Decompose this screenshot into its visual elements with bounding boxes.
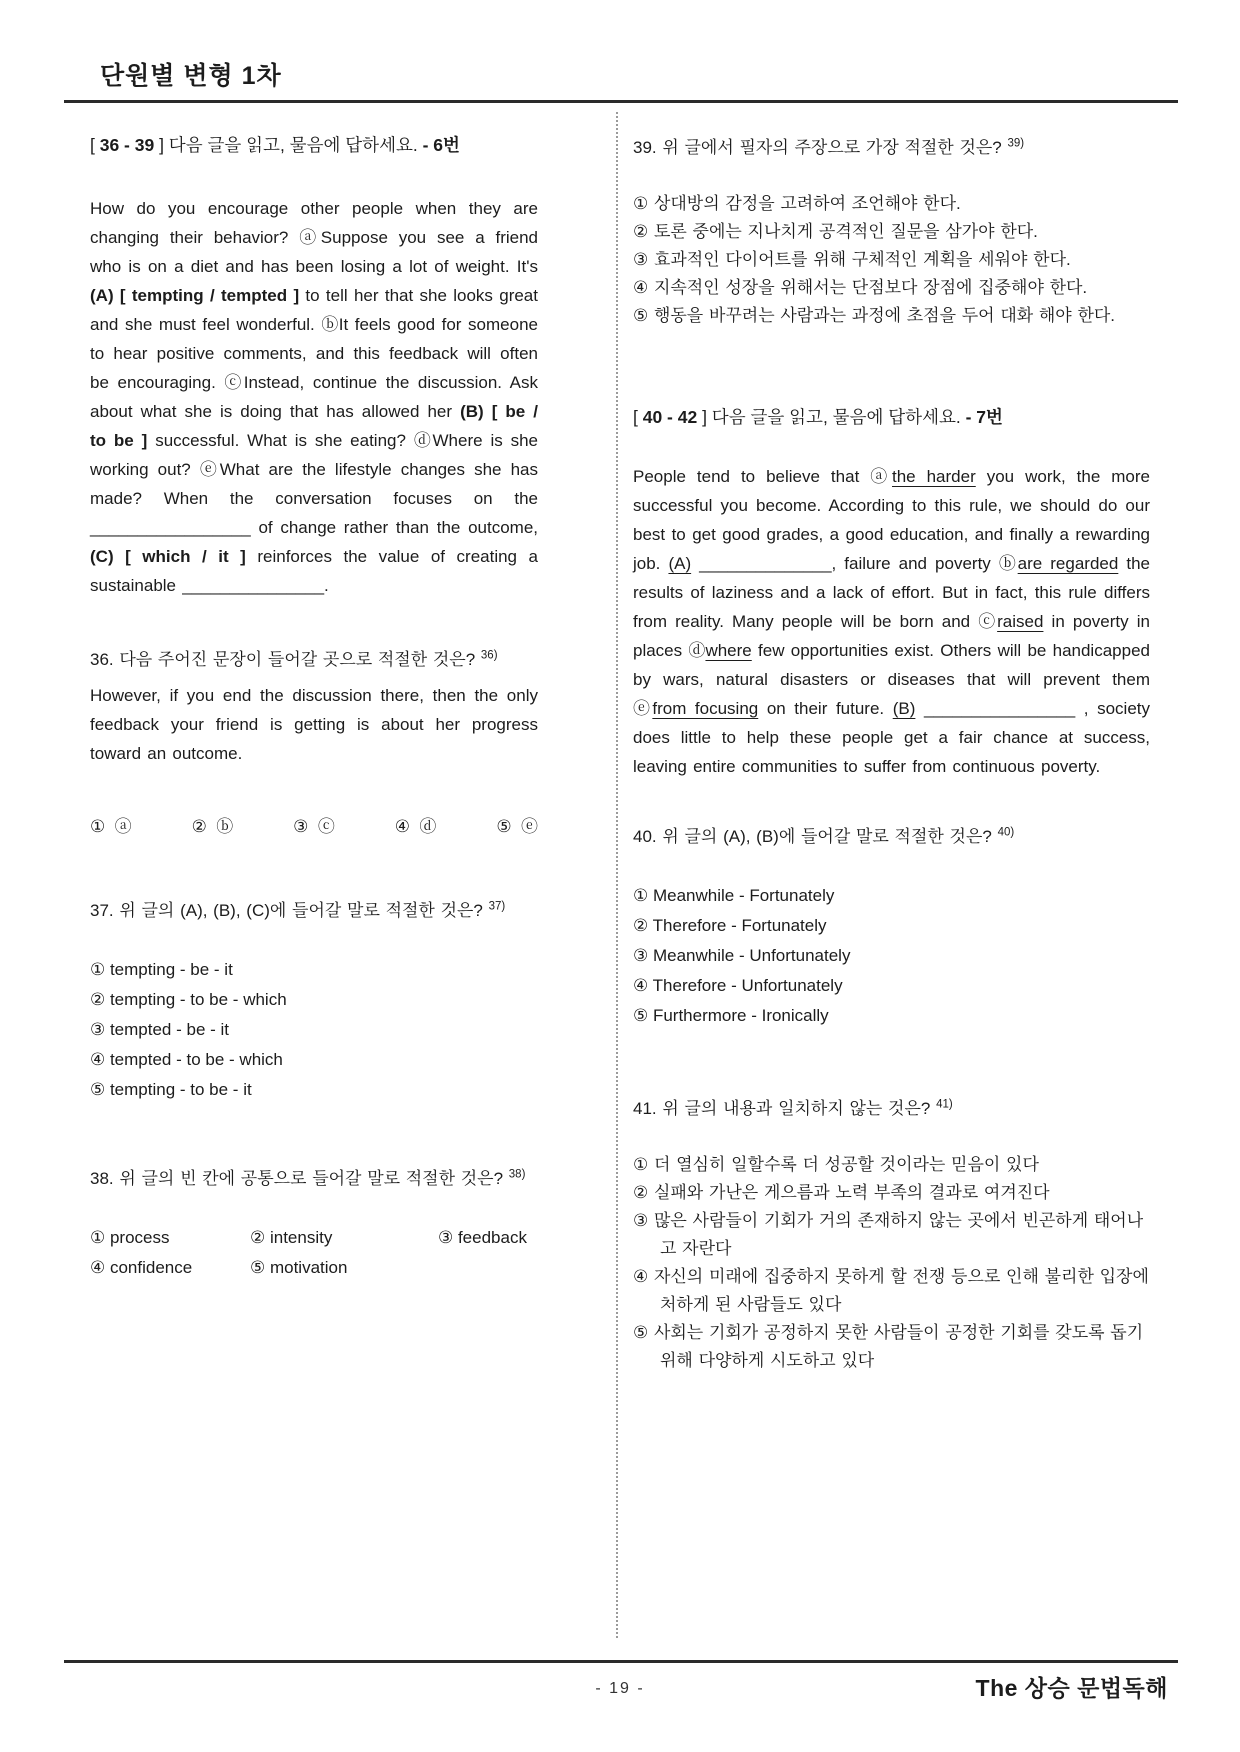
question-39-footnote: 39) xyxy=(1007,137,1025,150)
text-segment: (A) xyxy=(668,554,692,573)
text-segment: [ xyxy=(90,135,100,155)
text-segment: 40 - 42 xyxy=(642,407,698,427)
question-41-option: ② 실패와 가난은 게으름과 노력 부족의 결과로 여겨진다 xyxy=(633,1183,1050,1202)
text-segment: ] 다음 글을 읽고, 물음에 답하세요. xyxy=(697,407,966,427)
text-segment: - 7번 xyxy=(965,407,1003,427)
section-header-40-42 xyxy=(633,404,1150,430)
page-title: 단원별 변형 1차 xyxy=(100,62,282,90)
left-column xyxy=(90,118,538,1283)
text-segment: - 6번 xyxy=(422,135,460,155)
text-segment: People tend to believe that ⓐ xyxy=(633,467,892,486)
question-41-number: 41. xyxy=(633,1099,657,1118)
question-36 xyxy=(90,646,538,837)
question-41-title: 위 글의 내용과 일치하지 않는 것은? xyxy=(656,1099,937,1118)
question-39-number: 39. xyxy=(633,138,657,157)
question-38 xyxy=(90,1165,538,1283)
right-column xyxy=(633,118,1150,1375)
question-36-title: 다음 주어진 문장이 들어갈 곳으로 적절한 것은? xyxy=(113,650,481,669)
question-39-option: ③ 효과적인 다이어트를 위해 구체적인 계획을 세워야 한다. xyxy=(633,250,1071,269)
footer-brand: The 상승 문법독해 xyxy=(975,1675,1168,1701)
question-37-option: ③ tempted - be - it xyxy=(90,1020,230,1039)
text-segment: reinforces the value of creating a sustainable _______________. xyxy=(90,547,538,595)
header-divider-line xyxy=(64,100,1178,103)
question-41 xyxy=(633,1095,1150,1375)
question-36-header xyxy=(90,646,538,674)
question-37-option: ④ tempted - to be - which xyxy=(90,1050,283,1069)
question-41-option: ④ 자신의 미래에 집중하지 못하게 할 전쟁 등으로 인해 불리한 입장에 처하게 된 사람들도 있다 xyxy=(633,1267,1149,1314)
page-number: - 19 - xyxy=(595,1680,645,1697)
passage-40-42 xyxy=(633,462,1150,781)
section-header-36-39 xyxy=(90,132,538,158)
question-40-options xyxy=(633,881,1150,1031)
question-40-option: ① Meanwhile - Fortunately xyxy=(633,886,835,905)
text-segment: raised xyxy=(997,612,1044,631)
text-segment: the harder xyxy=(892,467,976,486)
column-divider-line xyxy=(616,112,618,1638)
question-41-options xyxy=(633,1151,1150,1375)
question-37 xyxy=(90,897,538,1105)
question-36-given-sentence: However, if you end the discussion there, then the only feedback your friend is getting is about her progress toward an outcome. xyxy=(90,686,538,763)
text-segment: ______________, failure and poverty ⓑ xyxy=(691,554,1018,573)
question-38-option: ④ confidence xyxy=(90,1258,193,1277)
question-40 xyxy=(633,823,1150,1031)
text-segment: (B) xyxy=(892,699,916,718)
text-segment: from focusing xyxy=(652,699,759,718)
question-37-header xyxy=(90,897,538,925)
question-40-number: 40. xyxy=(633,827,657,846)
question-38-option: ⑤ motivation xyxy=(250,1258,348,1277)
footer-divider-line xyxy=(64,1660,1178,1663)
question-36-number: 36. xyxy=(90,650,114,669)
question-40-footnote: 40) xyxy=(997,826,1015,839)
question-36-option: ⑤ ⓔ xyxy=(496,817,538,836)
question-38-title: 위 글의 빈 칸에 공통으로 들어갈 말로 적절한 것은? xyxy=(113,1169,509,1188)
question-41-header xyxy=(633,1095,1150,1123)
question-37-title: 위 글의 (A), (B), (C)에 들어갈 말로 적절한 것은? xyxy=(113,901,489,920)
question-39 xyxy=(633,134,1150,330)
text-segment: (A) [ tempting / tempted ] xyxy=(90,286,306,305)
question-40-title: 위 글의 (A), (B)에 들어갈 말로 적절한 것은? xyxy=(656,827,998,846)
question-38-option: ① process xyxy=(90,1228,170,1247)
question-37-option: ⑤ tempting - to be - it xyxy=(90,1080,252,1099)
question-36-options xyxy=(90,812,538,837)
question-41-option: ③ 많은 사람들이 기회가 거의 존재하지 않는 곳에서 빈곤하게 태어나고 자란다 xyxy=(633,1211,1144,1258)
text-segment: How do you encourage other people when they are changing their behavior? ⓐSuppose you see a friend who is on a diet and has been losing a lot of weight. It's xyxy=(90,199,538,276)
text-segment: ________________ , society does little to help these people get a fair chance at success, leaving entire communities to suffer from continuous poverty. xyxy=(633,699,1151,776)
question-38-header xyxy=(90,1165,538,1193)
text-segment: few opportunities exist. Others will be handicapped by wars, natural disasters or diseases that will prevent them ⓔ xyxy=(633,641,1150,718)
question-36-footnote: 36) xyxy=(480,649,498,662)
question-37-number: 37. xyxy=(90,901,114,920)
question-41-option: ① 더 열심히 일할수록 더 성공할 것이라는 믿음이 있다 xyxy=(633,1155,1039,1174)
question-39-option: ① 상대방의 감정을 고려하여 조언해야 한다. xyxy=(633,194,961,213)
question-38-footnote: 38) xyxy=(508,1168,526,1181)
question-40-option: ② Therefore - Fortunately xyxy=(633,916,827,935)
question-40-option: ④ Therefore - Unfortunately xyxy=(633,976,843,995)
question-41-option: ⑤ 사회는 기회가 공정하지 못한 사람들이 공정한 기회를 갖도록 돕기 위해 다양하게 시도하고 있다 xyxy=(633,1323,1144,1370)
text-segment: (C) [ which / it ] xyxy=(90,547,258,566)
text-segment: where xyxy=(705,641,752,660)
question-38-option: ③ feedback xyxy=(438,1228,527,1247)
question-39-option: ④ 지속적인 성장을 위해서는 단점보다 장점에 집중해야 한다. xyxy=(633,278,1088,297)
question-38-number: 38. xyxy=(90,1169,114,1188)
text-segment: you work, the more successful you become. According to this rule, we should do our best to get good grades, a good education, and finally a rewarding job. xyxy=(633,467,1151,573)
question-40-option: ⑤ Furthermore - Ironically xyxy=(633,1006,829,1025)
question-36-option: ② ⓑ xyxy=(191,817,234,836)
question-37-footnote: 37) xyxy=(488,900,506,913)
text-segment: 36 - 39 xyxy=(99,135,155,155)
question-38-options xyxy=(90,1223,538,1283)
text-segment: [ xyxy=(633,407,643,427)
question-36-option: ③ ⓒ xyxy=(293,817,335,836)
text-segment: successful. What is she eating? ⓓWhere is she working out? ⓔWhat are the lifestyle changes she has made? When the conversation focuses on the _________________ of change rather than the outcome, xyxy=(90,431,539,537)
text-segment: on their future. xyxy=(758,699,893,718)
passage-36-39 xyxy=(90,194,538,600)
question-39-option: ⑤ 행동을 바꾸려는 사람과는 과정에 초점을 두어 대화 해야 한다. xyxy=(633,306,1116,325)
question-37-option: ① tempting - be - it xyxy=(90,960,233,979)
question-36-option: ① ⓐ xyxy=(90,817,132,836)
question-39-header xyxy=(633,134,1150,162)
question-39-title: 위 글에서 필자의 주장으로 가장 적절한 것은? xyxy=(656,138,1008,157)
question-36-option: ④ ⓓ xyxy=(394,817,437,836)
text-segment: are regarded xyxy=(1017,554,1119,573)
question-39-options xyxy=(633,190,1150,330)
question-38-option: ② intensity xyxy=(250,1228,333,1247)
question-40-header xyxy=(633,823,1150,851)
text-segment: (B) [ be / to be ] xyxy=(90,402,538,450)
text-segment: ] 다음 글을 읽고, 물음에 답하세요. xyxy=(154,135,423,155)
question-37-options xyxy=(90,955,538,1105)
question-41-footnote: 41) xyxy=(936,1098,953,1111)
text-segment: the results of laziness and a lack of effort. But in fact, this rule differs from reality. Many people will be born and ⓒ xyxy=(633,554,1151,631)
text-segment: in poverty in places ⓓ xyxy=(633,612,1150,660)
text-segment: to tell her that she looks great and she must feel wonderful. ⓑIt feels good for someone to hear positive comments, and this feedback will often be encouraging. ⓒInstead, continue the discussion. Ask about what she is doing that has allowed her xyxy=(90,286,538,421)
question-37-option: ② tempting - to be - which xyxy=(90,990,287,1009)
question-40-option: ③ Meanwhile - Unfortunately xyxy=(633,946,851,965)
question-39-option: ② 토론 중에는 지나치게 공격적인 질문을 삼가야 한다. xyxy=(633,222,1038,241)
